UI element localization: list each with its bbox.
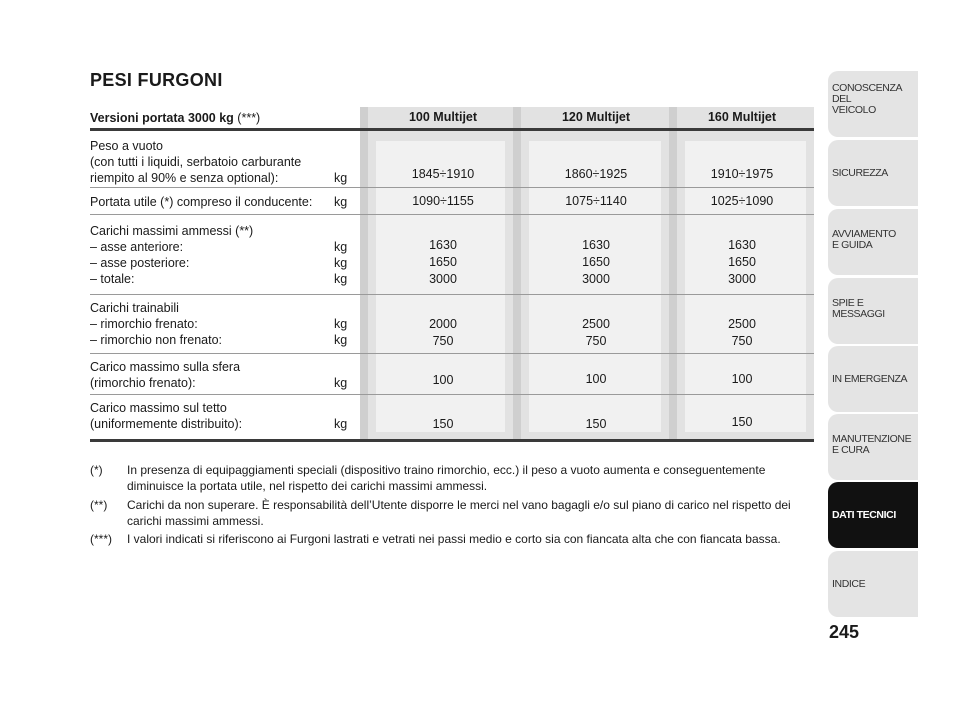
column-header-120: 120 Multijet xyxy=(561,110,631,124)
row-unit: kg xyxy=(334,417,348,431)
row-unit: kg xyxy=(334,171,348,185)
value-cell: 1910÷1975 xyxy=(710,167,774,181)
row-unit: kg xyxy=(334,195,348,209)
tab-sicurezza[interactable]: SICUREZZA xyxy=(828,140,918,206)
tab-spie-messaggi[interactable]: SPIE E MESSAGGI xyxy=(828,278,918,344)
value-cell: 100 xyxy=(585,372,607,386)
value-cell: 2500 750 xyxy=(728,317,756,348)
table-header-label: Versioni portata 3000 kg (***) xyxy=(90,111,261,125)
value-cell: 100 xyxy=(432,373,454,387)
value-cell: 2000 750 xyxy=(429,317,457,348)
value-cell: 150 xyxy=(432,417,454,431)
value-cell: 1860÷1925 xyxy=(564,167,628,181)
row-label-portata-utile: Portata utile (*) compreso il conducente: xyxy=(90,195,313,209)
column-header-100: 100 Multijet xyxy=(408,110,478,124)
row-label-carichi-massimi: Carichi massimi ammessi (**) – asse anteriore: – asse posteriore: – totale: xyxy=(90,224,254,286)
footnote: (***) I valori indicati si riferiscono ai Furgoni lastrati e vetrati nei passi medio e corto sia con fiancata alta che con fiancata bassa. xyxy=(90,532,781,546)
footnote: (**) Carichi da non superare. È responsabilità dell’Utente disporre le merci nel vano bagagli e/o sul piano di carico nel rispetto dei carichi massimi ammessi. xyxy=(90,498,791,528)
value-cell: 1630 1650 3000 xyxy=(429,238,457,286)
footnote: (*) In presenza di equipaggiamenti speciali (dispositivo traino rimorchio, ecc.) il peso a vuoto aumenta e conseguentemente diminuisce la portata utile, nel rispetto dei carichi massimi ammessi. xyxy=(90,463,766,493)
value-cell: 1630 1650 3000 xyxy=(728,238,756,286)
row-label-carichi-trainabili: Carichi trainabili – rimorchio frenato: – rimorchio non frenato: xyxy=(90,301,223,347)
row-divider xyxy=(90,187,814,188)
value-cell: 100 xyxy=(731,372,753,386)
tab-manutenzione-cura[interactable]: MANUTENZIONE E CURA xyxy=(828,414,918,480)
page-number: 245 xyxy=(829,622,860,642)
row-label-peso-vuoto: Peso a vuoto (con tutti i liquidi, serbatoio carburante riempito al 90% e senza optional): xyxy=(90,139,302,185)
column-header-160: 160 Multijet xyxy=(707,110,777,124)
value-cell: 150 xyxy=(585,417,607,431)
value-cell: 150 xyxy=(731,415,753,429)
value-cell: 1630 1650 3000 xyxy=(582,238,610,286)
row-divider xyxy=(90,394,814,395)
tab-avviamento-guida[interactable]: AVVIAMENTO E GUIDA xyxy=(828,209,918,275)
value-cell: 1845÷1910 xyxy=(411,167,475,181)
row-unit: kg kg kg xyxy=(334,240,348,286)
value-cell: 1025÷1090 xyxy=(710,194,774,208)
table-bottom-rule xyxy=(90,439,814,442)
row-unit: kg xyxy=(334,376,348,390)
row-unit: kg kg xyxy=(334,317,348,347)
row-label-tetto: Carico massimo sul tetto (uniformemente distribuito): xyxy=(90,401,243,431)
tab-indice[interactable]: INDICE xyxy=(828,551,918,617)
column-separator xyxy=(360,107,368,440)
row-label-sfera: Carico massimo sulla sfera (rimorchio frenato): xyxy=(90,360,241,390)
value-cell: 2500 750 xyxy=(582,317,610,348)
tab-in-emergenza[interactable]: IN EMERGENZA xyxy=(828,346,918,412)
row-divider xyxy=(90,353,814,354)
row-divider xyxy=(90,294,814,295)
tab-dati-tecnici[interactable]: DATI TECNICI xyxy=(828,482,918,548)
header-divider xyxy=(90,128,814,131)
page-title: PESI FURGONI xyxy=(90,70,223,90)
tab-conoscenza-veicolo[interactable]: CONOSCENZA DEL VEICOLO xyxy=(828,71,918,137)
value-cell: 1075÷1140 xyxy=(565,194,627,208)
row-divider xyxy=(90,214,814,215)
value-cell: 1090÷1155 xyxy=(412,194,474,208)
